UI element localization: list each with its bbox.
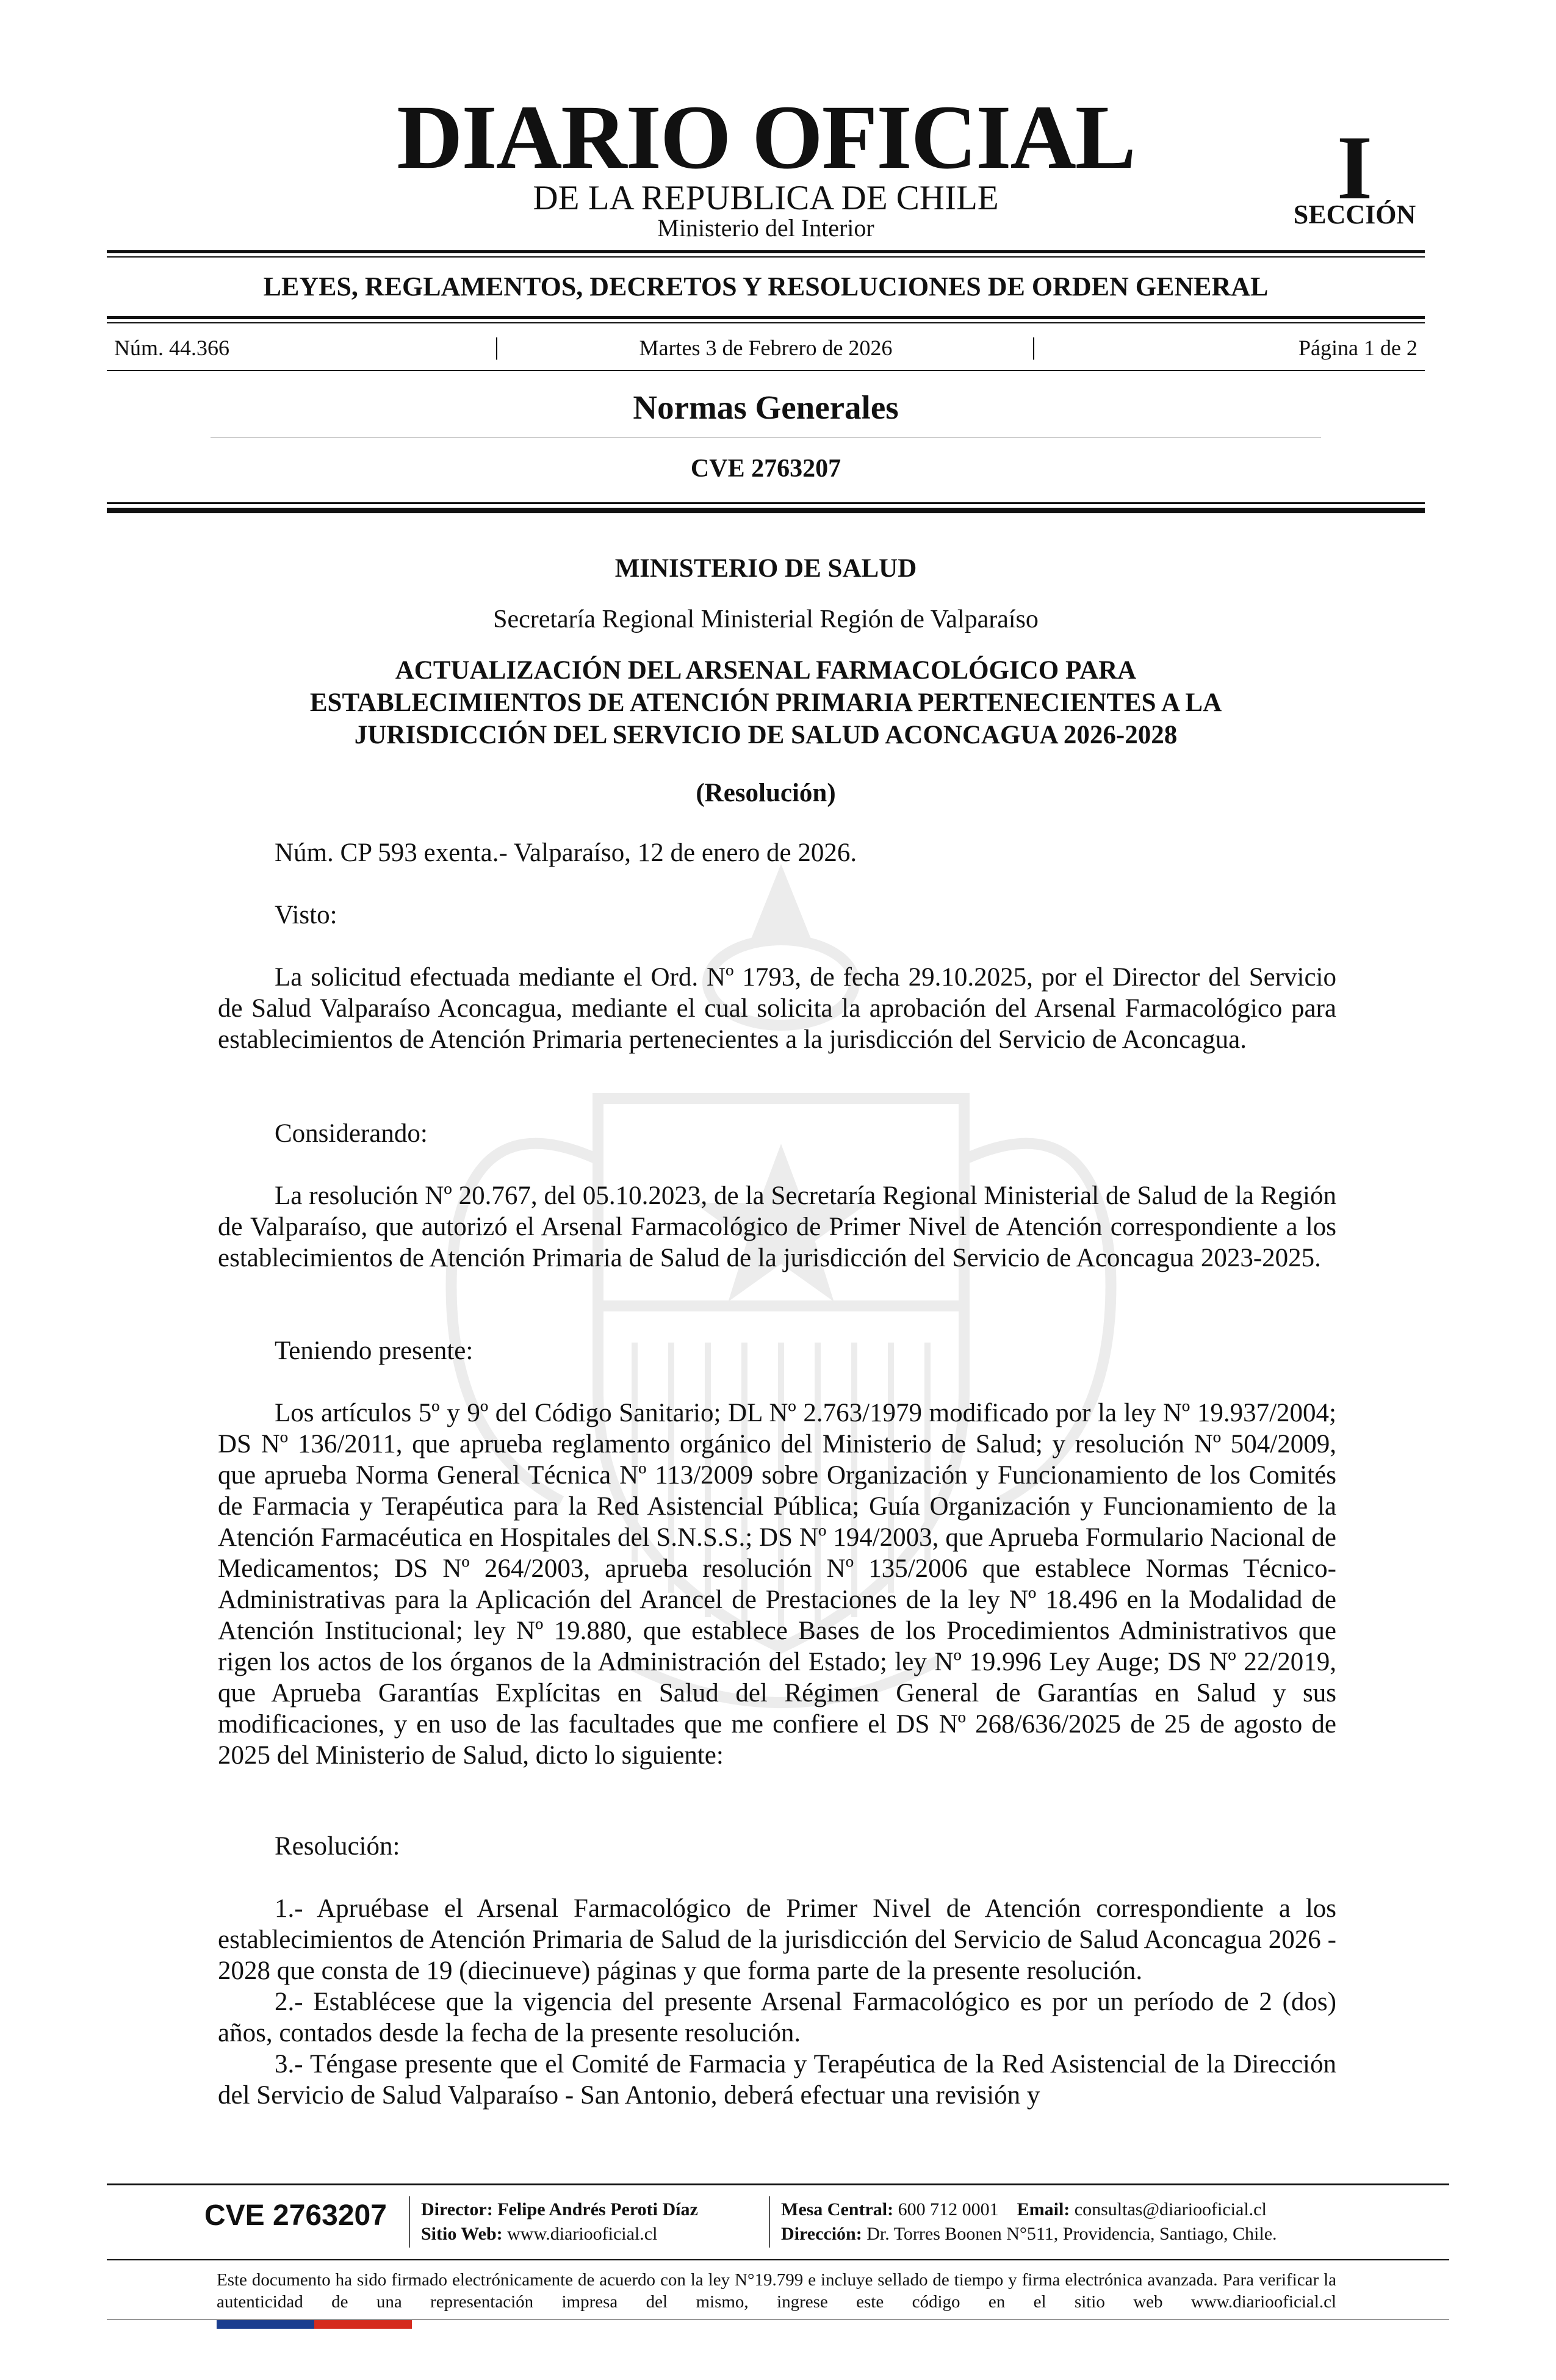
footer-divider [409,2196,410,2248]
section-heading-underline [211,437,1321,438]
footer-divider [769,2196,770,2248]
footer-cve: CVE 2763207 [204,2199,387,2232]
banner-rule-thin [107,322,1425,323]
cve-heading: CVE 2763207 [690,455,841,483]
cve-rule-thick [107,508,1425,513]
regional-office: Secretaría Regional Ministerial Región de Valparaíso [493,605,1039,633]
issue-date: Martes 3 de Febrero de 2026 [639,336,893,360]
resolution-title-line: ACTUALIZACIÓN DEL ARSENAL FARMACOLÓGICO PARA [395,656,1137,685]
issue-separator: | [1031,333,1037,360]
teniendo-presente-text: Los artículos 5º y 9º del Código Sanitario; DL Nº 2.763/1979 modificado por la ley Nº 19.937/2004; DS Nº 136/2011, que aprueba reglamento orgánico del Ministerio de Salud; y resolución Nº 504/2009, que aprueba Norma General Técnica Nº 113/2009 sobre Organización y Funcionamiento de los Comités de Farmacia y Terapéutica para la Red Asistencial Pública; Guía Organización y Funcionamiento de la Atención Farmacéutica en Hospitales del S.N.S.S.; DS Nº 194/2003, que Aprueba Formulario Nacional de Medicamentos; DS Nº 264/2003, aprueba resolución Nº 135/2006 que establece Normas Técnico-Administrativas para la Aplicación del Arancel de Prestaciones de la ley Nº 18.496 en la Modalidad de Atención Institucional; ley Nº 19.880, que establece Bases de los Procedimientos Administrativos que rigen los actos de los órganos de la Administración del Estado; ley Nº 19.996 Ley Auge; DS Nº 22/2019, que Aprueba Garantías Explícitas en Salud del Régimen General de Garantías en Salud y sus modificaciones, y en uso de las facultades que me confiere el DS Nº 268/636/2025 de 25 de agosto de 2025 del Ministerio de Salud, dicto lo siguiente: [218,1399,1336,1770]
phone-number: 600 712 0001 [898,2199,999,2220]
teniendo-presente-label: Teniendo presente: [275,1336,474,1365]
footer-rule-bottom [107,2259,1449,2260]
web-link[interactable]: www.diariooficial.cl [507,2224,658,2244]
masthead-rule-top [107,250,1425,253]
resolution-title-line: JURISDICCIÓN DEL SERVICIO DE SALUD ACONCAGUA 2026-2028 [354,721,1178,749]
address-label: Dirección: [781,2224,862,2244]
cve-rule-thin [107,502,1425,504]
section-number: I [1336,117,1373,218]
issue-page: Página 1 de 2 [1298,336,1417,360]
teniendo-presente-paragraph [218,1397,1336,1771]
section-heading: Normas Generales [633,389,899,426]
footer-legal-note: Este documento ha sido firmado electrónicamente de acuerdo con la ley N°19.799 e incluye sellado de tiempo y firma electrónica avanzada. Para verificar la autenticidad de una representación impresa del mismo, ingrese este código en el sitio web www.diariooficial.cl [217,2270,1336,2312]
section-label: SECCIÓN [1293,200,1416,229]
resolution-title-line: ESTABLECIMIENTOS DE ATENCIÓN PRIMARIA PERTENECIENTES A LA [309,688,1222,717]
resolucion-label: Resolución: [275,1832,400,1861]
issue-separator: | [494,333,500,360]
email-link[interactable]: consultas@diariooficial.cl [1074,2199,1267,2220]
web-label: Sitio Web: [421,2224,503,2244]
resolution-title [220,654,1312,751]
ministry-title: MINISTERIO DE SALUD [614,554,917,583]
considerando-label: Considerando: [275,1119,428,1148]
masthead-rule-top-thin [107,256,1425,258]
director-label: Director: [421,2199,493,2220]
visto-label: Visto: [275,901,337,929]
resolution-item: 3.- Téngase presente que el Comité de Farmacia y Terapéutica de la Red Asistencial de la Dirección del Servicio de Salud Valparaíso - San Antonio, deberá efectuar una revisión y [218,2050,1336,2110]
footer-director-col [421,2198,698,2246]
resolution-type: (Resolución) [696,779,836,807]
resolution-item: 2.- Establécese que la vigencia del presente Arsenal Farmacológico es por un período de 2 (dos) años, contados desde la fecha de la presente resolución. [218,1988,1336,2047]
phone-label: Mesa Central: [781,2199,894,2220]
footer-info [107,2188,1449,2256]
flag-stripe-red [314,2320,412,2329]
resolution-items [218,1893,1336,2111]
footer-rule-top [107,2183,1449,2185]
considerando-paragraph [218,1180,1336,1274]
issue-number: Núm. 44.366 [114,336,229,360]
director-name: Felipe Andrés Peroti Díaz [497,2199,698,2220]
resolution-item: 1.- Apruébase el Arsenal Farmacológico de Primer Nivel de Atención correspondiente a los establecimientos de Atención Primaria de Salud de la jurisdicción del Servicio de Salud Aconcagua 2026 - 2028 que consta de 19 (diecinueve) páginas y que forma parte de la presente resolución. [218,1894,1336,1985]
email-label: Email: [1017,2199,1070,2220]
issue-rule [107,370,1425,371]
masthead-title: DIARIO OFICIAL [397,87,1135,188]
address: Dr. Torres Boonen N°511, Providencia, Santiago, Chile. [866,2224,1277,2244]
masthead-ministry: Ministerio del Interior [657,214,874,242]
masthead-subtitle: DE LA REPUBLICA DE CHILE [533,179,999,217]
banner-rule [107,316,1425,319]
considerando-text: La resolución Nº 20.767, del 05.10.2023, de la Secretaría Regional Ministerial de Salud de la Región de Valparaíso, que autorizó el Arsenal Farmacológico de Primer Nivel de Atención correspondiente a los establecimientos de Atención Primaria de Salud de la jurisdicción del Servicio de Aconcagua 2023-2025. [218,1181,1336,1272]
visto-text: La solicitud efectuada mediante el Ord. Nº 1793, de fecha 29.10.2025, por el Director del Servicio de Salud Valparaíso Aconcagua, mediante el cual solicita la aprobación del Arsenal Farmacológico para establecimientos de Atención Primaria pertenecientes a la jurisdicción del Servicio de Aconcagua. [218,963,1336,1054]
visto-paragraph [218,962,1336,1055]
reference-line: Núm. CP 593 exenta.- Valparaíso, 12 de enero de 2026. [275,838,857,867]
footer-contact-col [781,2198,1277,2246]
issue-info-row [107,334,1425,361]
flag-stripe-blue [217,2320,314,2329]
banner-laws: LEYES, REGLAMENTOS, DECRETOS Y RESOLUCIONES DE ORDEN GENERAL [263,272,1269,301]
